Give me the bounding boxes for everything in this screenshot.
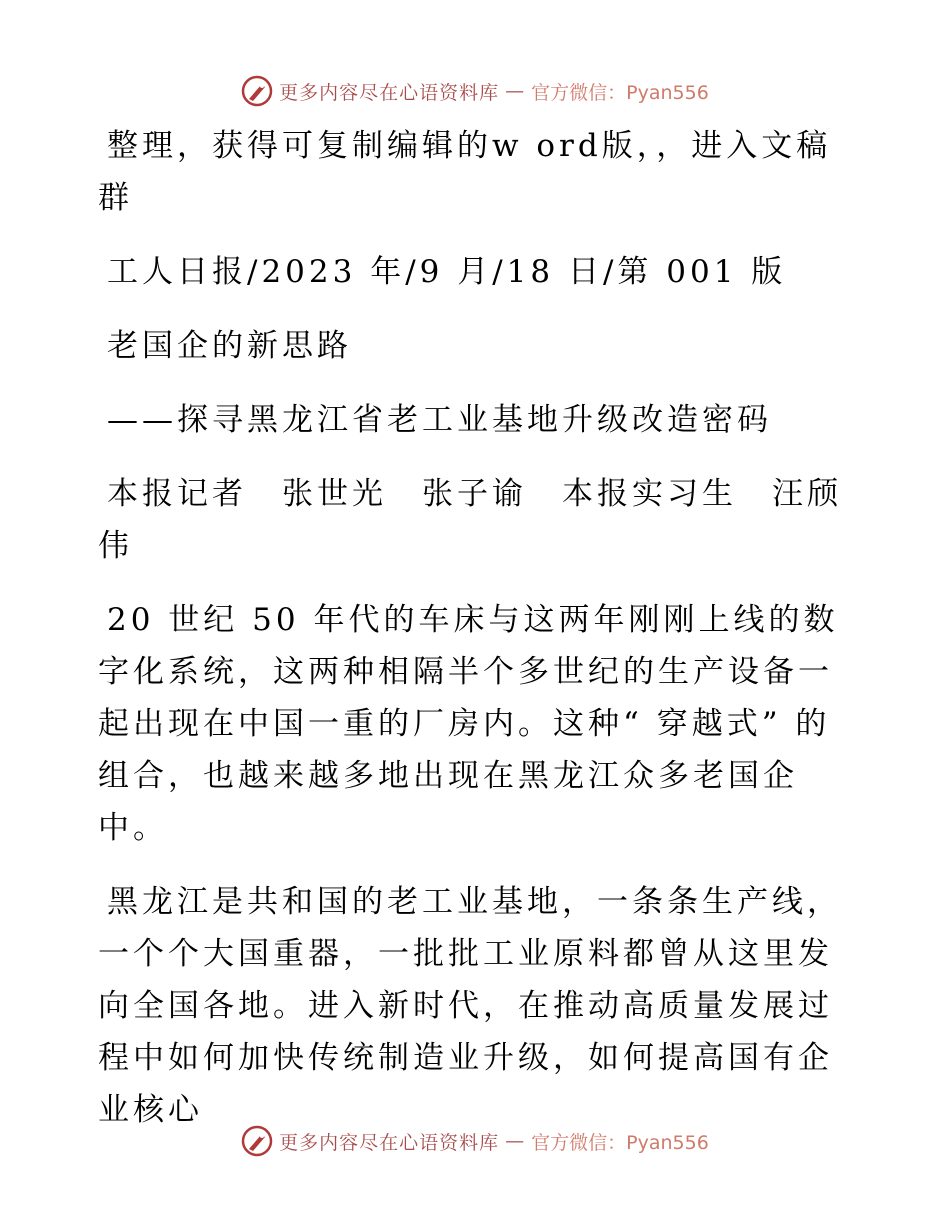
watermark-separator: — [505, 1130, 526, 1152]
watermark-footer [0, 1121, 950, 1161]
body-paragraph-1: 20 世纪 50 年代的车床与这两年刚刚上线的数字化系统，这两种相隔半个多世纪的生产设备一起出现在中国一重的厂房内。这种“ 穿越式” 的组合，也越来越多地出现在黑龙江众多老国企中。 [98, 602, 839, 846]
paragraph-intro-note: 整理，获得可复制编辑的w ord版，，进入文稿群 [98, 128, 832, 216]
body-paragraph-2: 黑龙江是共和国的老工业基地，一条条生产线，一个个大国重器，一批批工业原料都曾从这里发向全国各地。进入新时代，在推动高质量发展过程中如何加快传统制造业升级，如何提高国有企业核心 [98, 884, 842, 1128]
article-title: 老国企的新思路 [107, 328, 352, 364]
article-byline: 本报记者 张世光 张子谕 本报实习生 汪颀伟 [98, 476, 842, 564]
pen-nib-logo-icon [241, 1125, 273, 1157]
paragraph-source-line: 工人日报/2023 年/9 月/18 日/第 001 版 [107, 254, 787, 290]
watermark-wechat-text: 官方微信：Pyan556 [531, 1131, 709, 1154]
watermark-separator: — [505, 80, 526, 102]
document-body [98, 120, 858, 1158]
watermark-main-text: 更多内容尽在心语资料库 [279, 1131, 500, 1154]
pen-nib-logo-icon [241, 75, 273, 107]
watermark-header [0, 71, 950, 111]
watermark-main-text: 更多内容尽在心语资料库 [279, 81, 500, 104]
watermark-wechat-text: 官方微信：Pyan556 [531, 81, 709, 104]
article-subtitle: ——探寻黑龙江省老工业基地升级改造密码 [107, 402, 772, 438]
